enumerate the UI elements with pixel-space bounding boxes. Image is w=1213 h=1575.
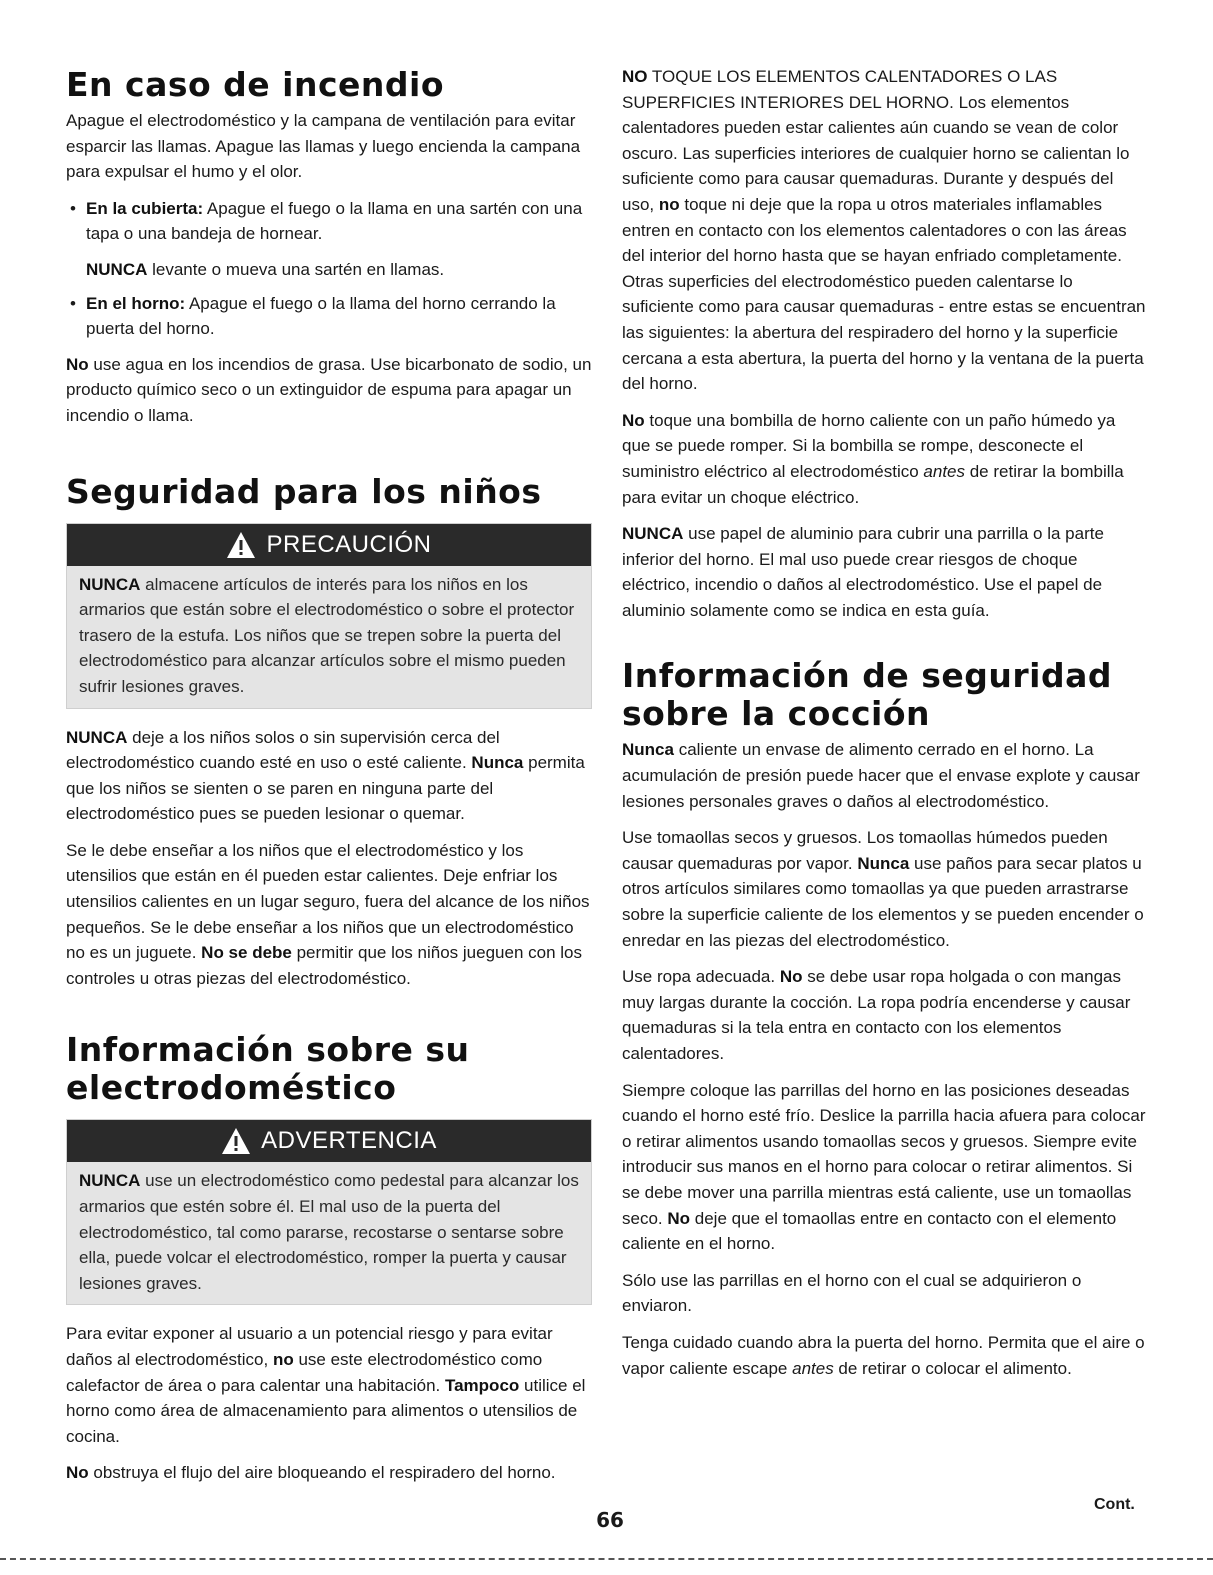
fire-bullet-oven: • En el horno: Apague el fuego o la llama del horno cerrando la puerta del horno.	[66, 291, 592, 342]
page-number: 66	[596, 1508, 624, 1532]
continued-label: Cont.	[1094, 1496, 1135, 1513]
warning-triangle-icon	[226, 531, 256, 559]
cooking-p2: Use tomaollas secos y gruesos. Los tomaollas húmedos pueden causar quemaduras por vapor. Nunca use paños para secar platos u otros artículos similares como tomaollas ya que pueden arrastrarse sobre la superficie caliente de los elementos y se pueden encender o enredar en las piezas del electrodoméstico.	[622, 828, 1144, 950]
fire-no-water: No use agua en los incendios de grasa. Use bicarbonato de sodio, un producto químico seco o un extinguidor de espuma para apagar un incendio o llama.	[66, 354, 592, 425]
cooking-p5: Sólo use las parrillas en el horno con el cual se adquirieron o enviaron.	[622, 1270, 1082, 1316]
fire-section-title: En caso de incendio	[66, 65, 444, 104]
caution-header	[67, 524, 591, 566]
cooking-section-title: Información de seguridad sobre la cocción	[622, 656, 1112, 734]
fire-bullets	[66, 196, 592, 247]
warning-header	[67, 1120, 591, 1162]
fire-never-note: NUNCA levante o mueva una sartén en llamas.	[86, 259, 445, 279]
cooking-p6: Tenga cuidado cuando abra la puerta del horno. Permita que el aire o vapor caliente escape antes de retirar o colocar el alimento.	[622, 1332, 1145, 1378]
fire-bullets-2	[66, 291, 592, 342]
children-section-title: Seguridad para los niños	[66, 471, 542, 511]
left-column	[66, 66, 592, 1497]
appliance-p1: Para evitar exponer al usuario a un potencial riesgo y para evitar daños al electrodoméstico, no use este electrodoméstico como calefactor de área o para calentar una habitación. Tampoco utilice el horno como área de almacenamiento para alimentos o utensilios de cocina.	[66, 1324, 586, 1446]
warning-triangle-icon	[221, 1127, 251, 1155]
caution-box	[66, 523, 592, 709]
cooking-p3: Use ropa adecuada. No se debe usar ropa holgada o con mangas muy largas durante la cocción. La ropa podría encenderse y causar quemaduras si la tela entra en contacto con los elementos calentadores.	[622, 967, 1131, 1063]
bottom-rule	[0, 1558, 1213, 1560]
appliance-section-title: Información sobre su electrodoméstico	[66, 1030, 470, 1108]
caution-title: PRECAUCIÓN	[266, 530, 432, 558]
children-p2: Se le debe enseñar a los niños que el electrodoméstico y los utensilios que están en él pueden estar calientes. Deje enfriar los utensilios calientes en un lugar seguro, fuera del alcance de los niños pequeños. Se le debe enseñar a los niños que un electrodoméstico no es un juguete. No se debe permitir que los niños jueguen con los controles u otras piezas del electrodoméstico.	[66, 840, 590, 988]
fire-intro: Apague el electrodoméstico y la campana de ventilación para evitar esparcir las llamas. Apague las llamas y luego encienda la campana para expulsar el humo y el olor.	[66, 111, 581, 182]
warning-body: NUNCA use un electrodoméstico como pedestal para alcanzar los armarios que estén sobre él. El mal uso de la puerta del electrodoméstico, tal como pararse, recostarse o sentarse sobre ella, puede volcar el electrodoméstico, romper la puerta y causar lesiones graves.	[79, 1171, 579, 1293]
right-p3: NUNCA use papel de aluminio para cubrir una parrilla o la parte inferior del horno. El mal uso puede crear riesgos de choque eléctrico, incendio o daños al electrodoméstico. Use el papel de aluminio solamente como se indica en esta guía.	[622, 524, 1104, 620]
right-column	[622, 64, 1148, 1392]
warning-title: ADVERTENCIA	[261, 1127, 437, 1155]
right-p1: NO TOQUE LOS ELEMENTOS CALENTADORES O LAS SUPERFICIES INTERIORES DEL HORNO. Los elementos calentadores pueden estar calientes aún cuando se vean de color oscuro. Las superficies interiores de cualquier horno se calientan lo suficiente como para causar quemaduras. Durante y después del uso, no toque ni deje que la ropa u otros materiales inflamables entren en contacto con los elementos calentadores o con las áreas del interior del horno hasta que se hayan enfriado completamente. Otras superficies del electrodoméstico pueden calentarse lo suficiente como para causar quemaduras - entre estas se encuentran las siguientes: la abertura del respiradero del horno y la superficie cercana a esta abertura, la puerta del horno y la ventana de la puerta del horno.	[622, 67, 1146, 394]
children-p1: NUNCA deje a los niños solos o sin supervisión cerca del electrodoméstico cuando esté en uso o esté caliente. Nunca permita que los niños se sienten o se paren en ninguna parte del electrodoméstico pues se pueden lesionar o quemar.	[66, 727, 585, 824]
fire-bullet-cooktop: • En la cubierta: Apague el fuego o la llama en una sartén con una tapa o una bandeja de hornear.	[66, 196, 592, 247]
caution-body: NUNCA almacene artículos de interés para los niños en los armarios que están sobre el electrodoméstico o sobre el protector trasero de la estufa. Los niños que se trepen sobre la puerta del electrodoméstico para alcanzar artículos sobre el mismo pueden sufrir lesiones graves.	[79, 574, 575, 696]
appliance-p2: No obstruya el flujo del aire bloqueando el respiradero del horno.	[66, 1463, 556, 1483]
warning-box	[66, 1119, 592, 1305]
right-p2: No toque una bombilla de horno caliente con un paño húmedo ya que se puede romper. Si la bombilla se rompe, desconecte el suministro eléctrico al electrodoméstico antes de retirar la bombilla para evitar un choque eléctrico.	[622, 410, 1124, 507]
cooking-p1: Nunca caliente un envase de alimento cerrado en el horno. La acumulación de presión puede hacer que el envase explote y causar lesiones personales graves o daños al electrodoméstico.	[622, 740, 1140, 811]
cooking-p4: Siempre coloque las parrillas del horno en las posiciones deseadas cuando el horno esté frío. Deslice la parrilla hacia afuera para colocar o retirar alimentos usando tomaollas secos y gruesos. Siempre evite introducir sus manos en el horno para colocar o retirar alimentos. Si se debe mover una parrilla mientras está caliente, use un tomaollas seco. No deje que el tomaollas entre en contacto con el elemento caliente en el horno.	[622, 1080, 1146, 1254]
